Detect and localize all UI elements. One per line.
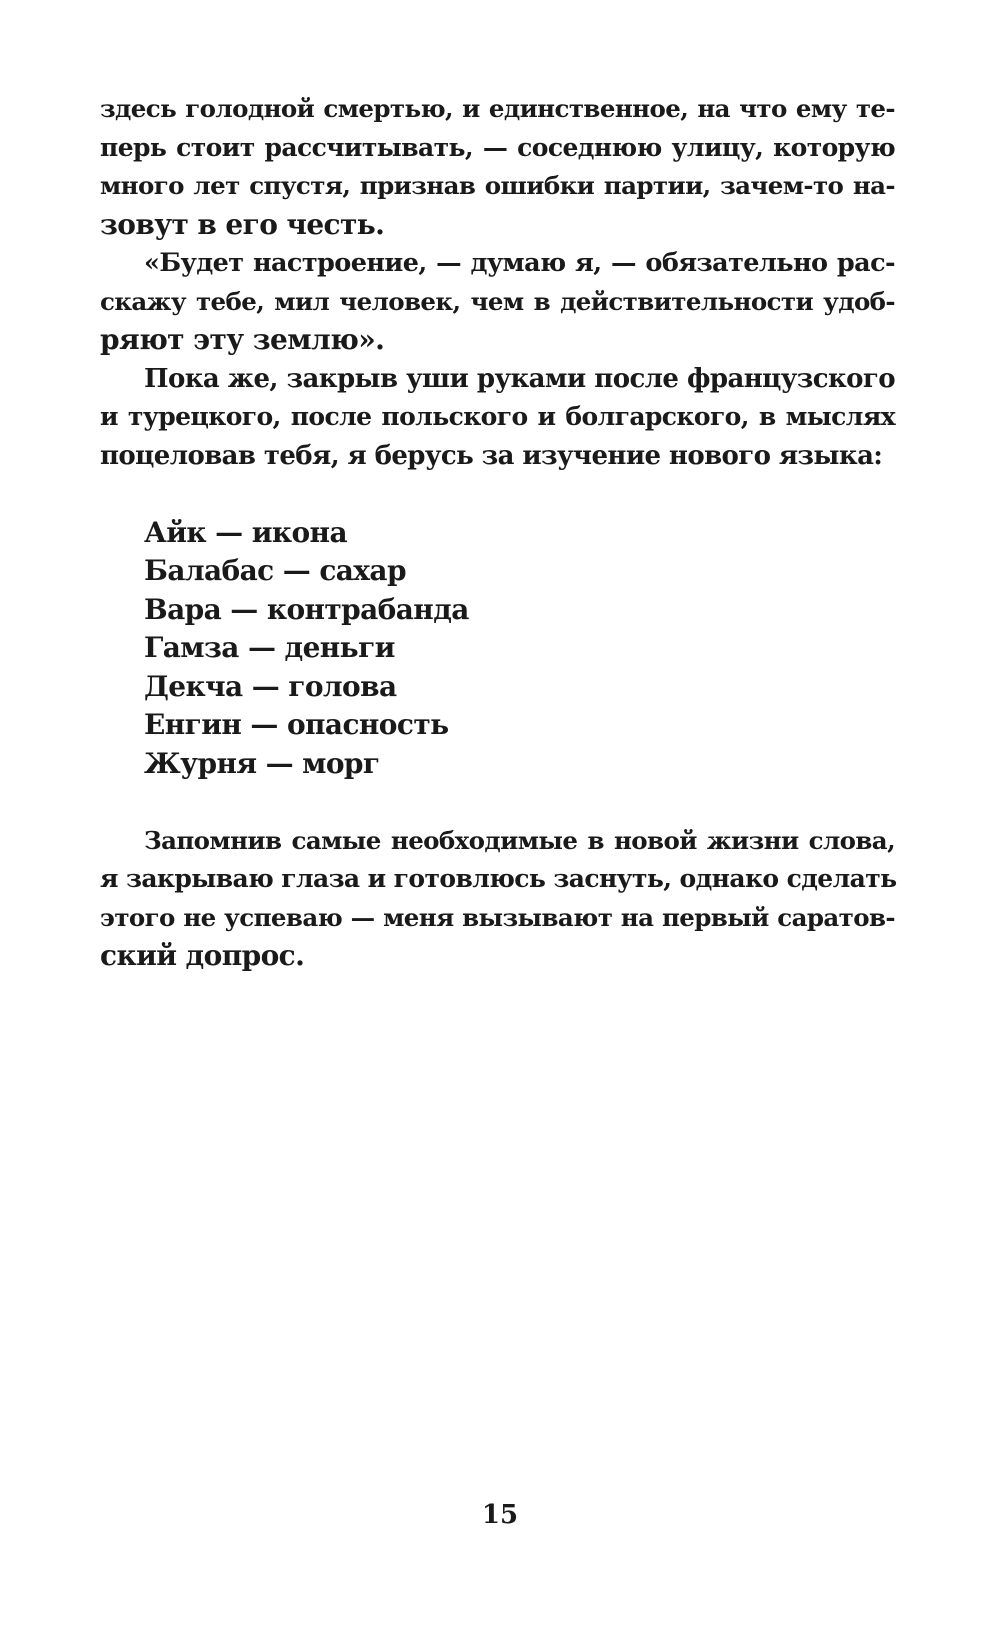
page-number: 15 (481, 1500, 519, 1530)
text-line: поцеловав тебя, я берусь за изучение нового языка: (100, 440, 883, 471)
text-line: «Будет настроение, — думаю я, — обязательно рас- (144, 248, 895, 278)
paragraph-3 (100, 360, 895, 476)
paragraph-1 (100, 90, 895, 244)
text-line: скажу тебе, мил человек, чем в действительности удоб- (100, 286, 895, 316)
page-text (100, 90, 895, 976)
glossary-item: Айк — икона (144, 515, 347, 549)
text-line: этого не успеваю — меня вызывают на первый саратов- (100, 902, 895, 932)
glossary-item: Енгин — опасность (144, 708, 449, 741)
text-line: здесь голодной смертью, и единственное, на что ему те- (100, 94, 895, 123)
paragraph-2 (100, 244, 895, 360)
glossary-item: Балабас — сахар (144, 554, 406, 587)
glossary-item: Гамза — деньги (144, 631, 395, 664)
text-line: Запомнив самые необходимые в новой жизни слова, (144, 825, 895, 855)
text-line: и турецкого, после польского и болгарского, в мыслях (100, 402, 895, 431)
text-line: Пока же, закрыв уши руками после французского (144, 363, 895, 394)
spacer (100, 783, 895, 822)
glossary-item: Вара — контрабанда (144, 592, 469, 626)
glossary-item: Журня — морг (144, 746, 380, 780)
text-line: ряют эту землю». (100, 323, 385, 356)
text-line: зовут в его честь. (100, 207, 385, 241)
text-line: перь стоит рассчитывать, — соседнюю улицу, которую (100, 132, 895, 162)
glossary-list (100, 514, 895, 784)
glossary-item: Декча — голова (144, 669, 397, 703)
spacer (100, 475, 895, 514)
text-line: много лет спустя, признав ошибки партии, зачем-то на- (100, 171, 895, 200)
text-line: я закрываю глаза и готовлюсь заснуть, однако сделать (100, 864, 897, 893)
text-line: ский допрос. (100, 939, 305, 972)
paragraph-4 (100, 822, 895, 976)
